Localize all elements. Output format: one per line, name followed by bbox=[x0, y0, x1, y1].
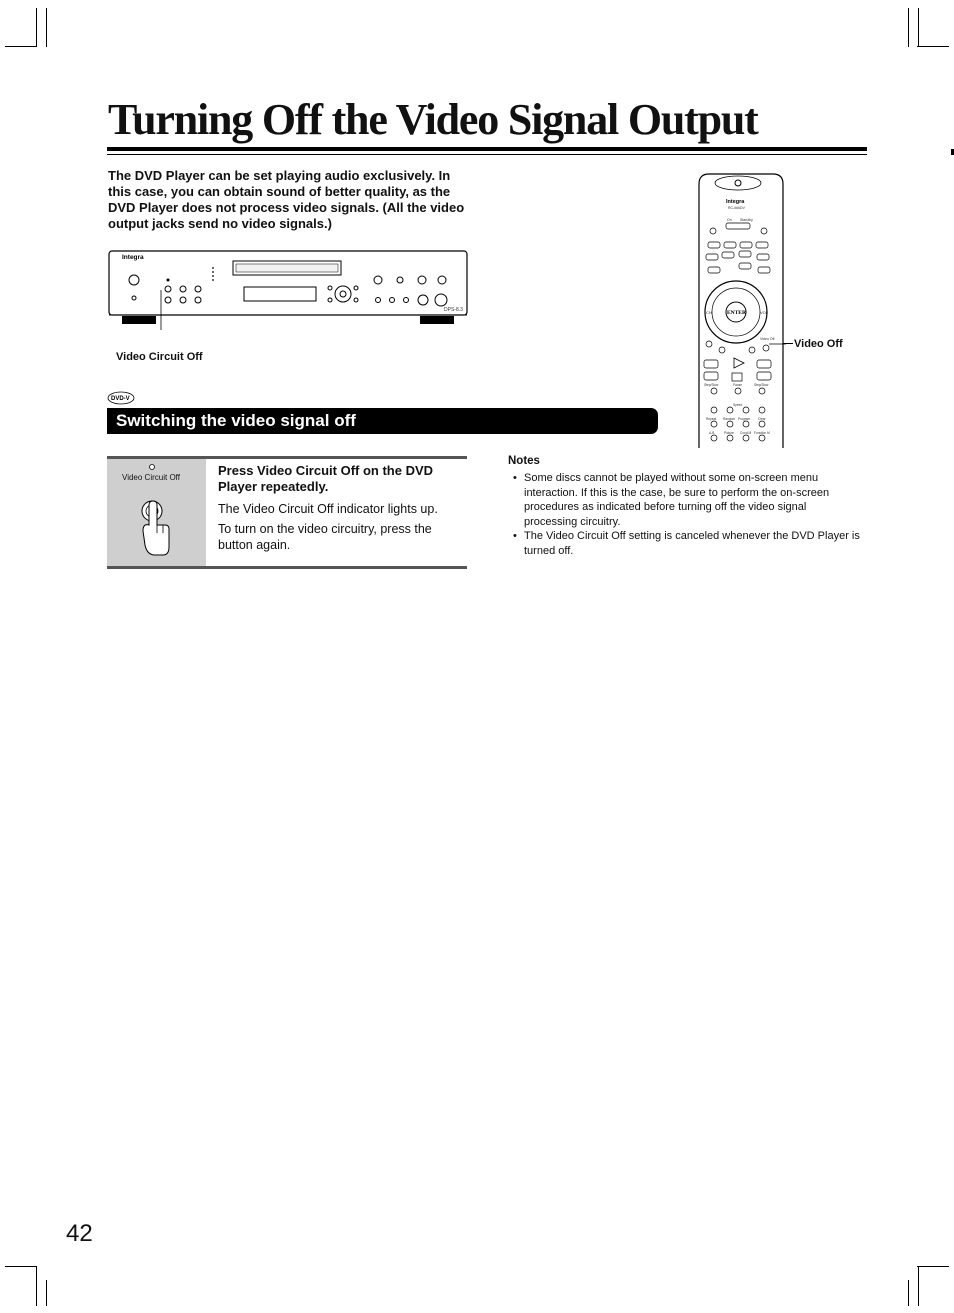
intro-paragraph: The DVD Player can be set playing audio exclusively. In this case, you can obtain sound of better quality, as the DVD Player does not process video signals. (All the video output jacks send no video signals.) bbox=[108, 168, 465, 231]
notes-list bbox=[512, 471, 862, 558]
svg-text:Picture: Picture bbox=[724, 431, 734, 435]
note-item: • The Video Circuit Off setting is canceled whenever the DVD Player is turned off. bbox=[512, 529, 862, 558]
dvd-player-illustration bbox=[108, 250, 473, 330]
notes-heading: Notes bbox=[508, 455, 540, 467]
step-line-2: To turn on the video circuitry, press the button again. bbox=[218, 522, 432, 552]
title-rule-thick bbox=[107, 147, 867, 151]
step-line-1: The Video Circuit Off indicator lights up. bbox=[218, 502, 438, 516]
remote-control-illustration bbox=[696, 172, 786, 448]
svg-text:Pause: Pause bbox=[733, 383, 743, 387]
svg-text:Program: Program bbox=[738, 417, 751, 421]
remote-enter: ENTER bbox=[727, 310, 746, 316]
svg-text:Step/Slow: Step/Slow bbox=[754, 383, 769, 387]
video-off-callout-line bbox=[783, 343, 793, 344]
remote-brand: Integra bbox=[726, 199, 745, 205]
svg-text:Random: Random bbox=[723, 417, 736, 421]
note-item: • Some discs cannot be played without some on-screen menu interaction. If this is the case, be sure to perform the on-screen procedures as indicated before turning off the video signal processing circuitry. bbox=[512, 471, 862, 529]
svg-text:DVD-V: DVD-V bbox=[111, 396, 130, 402]
title-rule-thin bbox=[107, 154, 867, 155]
player-model: DPS-8.3 bbox=[444, 307, 463, 313]
svg-text:VOL: VOL bbox=[760, 310, 769, 315]
svg-text:Cond.M: Cond.M bbox=[740, 431, 752, 435]
svg-text:Video Off: Video Off bbox=[760, 337, 775, 341]
player-brand: Integra bbox=[122, 254, 144, 261]
step-bottom-rule bbox=[107, 566, 467, 569]
remote-model: RC-###DV bbox=[728, 206, 745, 210]
page-title: Turning Off the Video Signal Output bbox=[108, 95, 758, 144]
dvd-v-badge bbox=[107, 390, 137, 406]
step-panel-label: Video Circuit Off bbox=[122, 473, 180, 482]
svg-text:Step/Slow: Step/Slow bbox=[704, 383, 719, 387]
svg-text:Clear: Clear bbox=[758, 417, 766, 421]
section-title: Switching the video signal off bbox=[116, 411, 356, 430]
video-circuit-off-callout: Video Circuit Off bbox=[116, 351, 203, 363]
video-off-callout: Video Off bbox=[794, 338, 843, 350]
svg-text:Speed: Speed bbox=[733, 403, 743, 407]
step-heading: Press Video Circuit Off on the DVD Player repeatedly. bbox=[218, 463, 434, 494]
svg-text:On: On bbox=[727, 218, 732, 222]
svg-text:Standby: Standby bbox=[740, 218, 753, 222]
svg-text:Function M: Function M bbox=[754, 431, 770, 435]
svg-text:A-B: A-B bbox=[709, 431, 715, 435]
svg-text:Repeat: Repeat bbox=[706, 417, 717, 421]
page-number: 42 bbox=[66, 1220, 93, 1247]
svg-text:CH: CH bbox=[706, 310, 712, 315]
